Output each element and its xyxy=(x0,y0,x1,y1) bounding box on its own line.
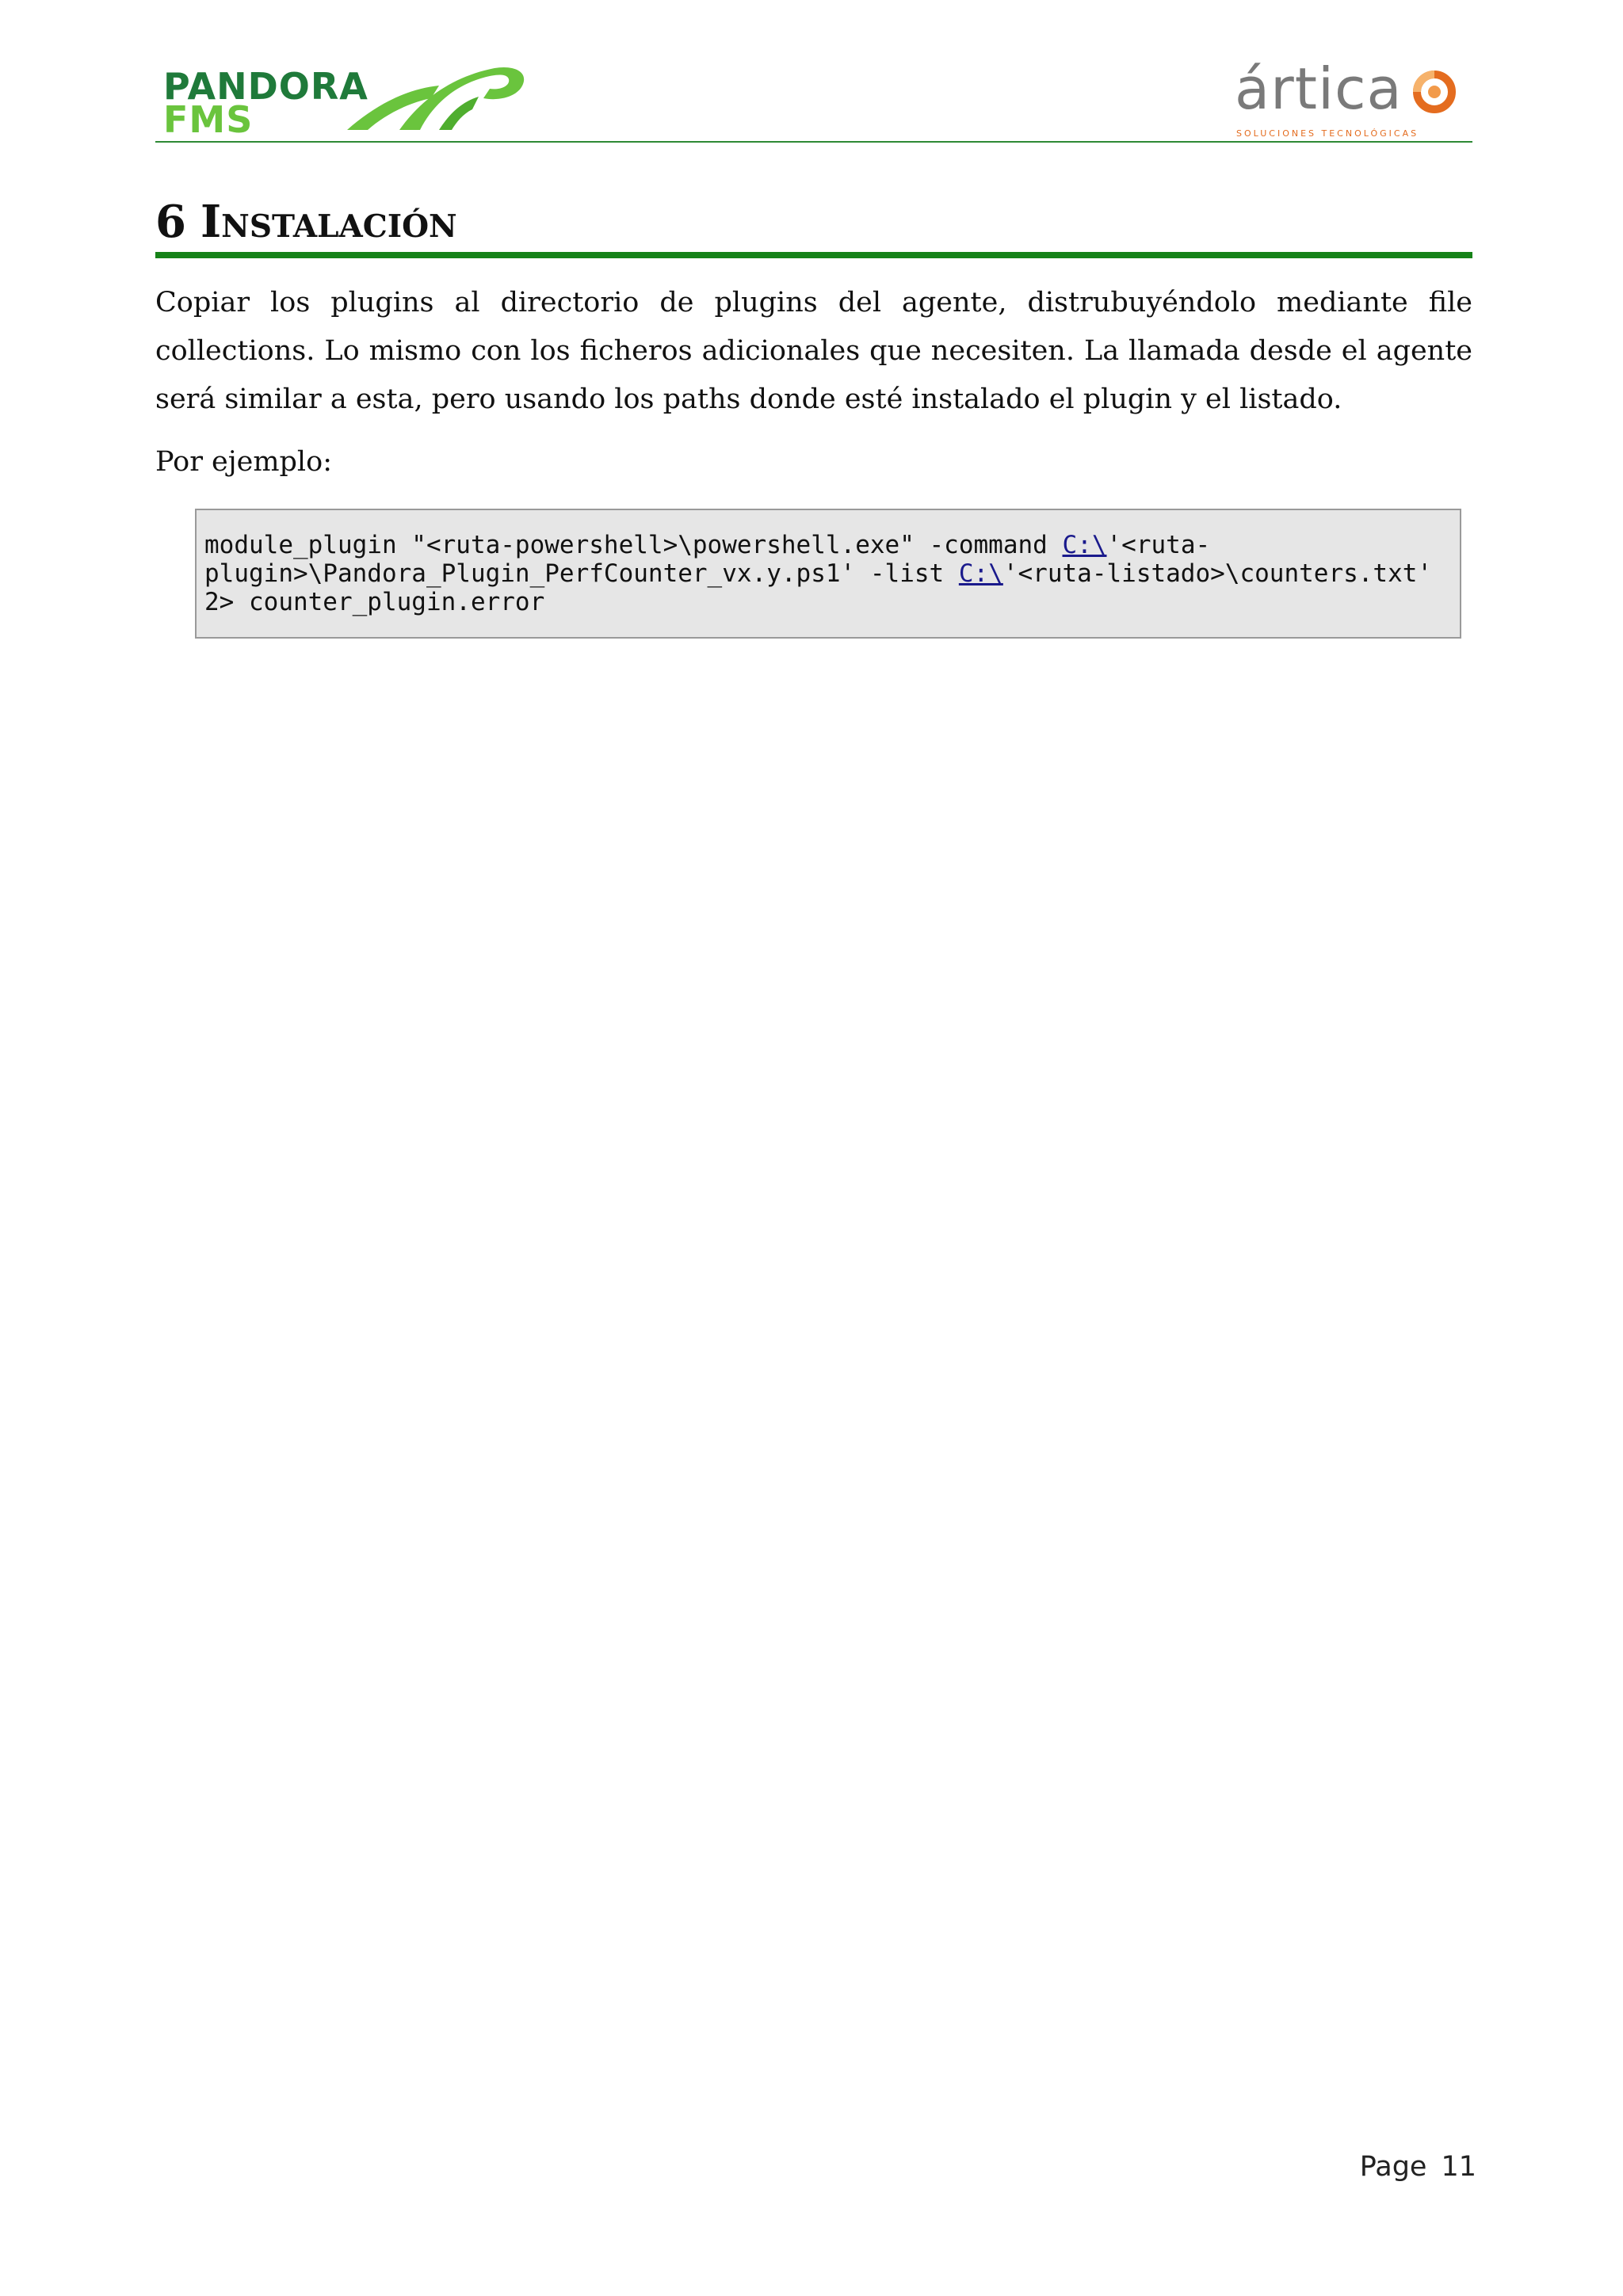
page-number: 11 xyxy=(1441,2151,1476,2183)
page-header xyxy=(155,48,1472,143)
header-divider xyxy=(155,141,1472,143)
pandora-swoosh-icon xyxy=(344,57,534,133)
code-link-c-drive[interactable]: C:\ xyxy=(1062,531,1107,559)
heading-divider xyxy=(155,252,1472,258)
pandora-fms-logo xyxy=(155,54,536,143)
section-title: Instalación xyxy=(200,196,457,248)
code-line-3: 2> counter_plugin.error xyxy=(204,588,545,616)
page-label: Page xyxy=(1359,2151,1427,2183)
artica-tagline: SOLUCIONES TECNOLÓGICAS xyxy=(1236,128,1419,139)
code-line-1: module_plugin "<ruta-powershell>\powershell.exe" -command C:\'<ruta- xyxy=(204,531,1211,559)
fms-logo-word: FMS xyxy=(163,98,254,141)
artica-logo-word: ártica xyxy=(1235,55,1403,122)
code-line-2: plugin>\Pandora_Plugin_PerfCounter_vx.y.ps1' -list C:\'<ruta-listado>\counters.txt' xyxy=(204,559,1433,588)
pandora-logo-word: PANDORA xyxy=(163,65,369,108)
body-paragraph: Copiar los plugins al directorio de plugins del agente, distrubuyéndolo mediante file collections. Lo mismo con los ficheros adicionales que necesiten. La llamada desde el agente será similar a esta, pero usando los paths donde esté instalado el plugin y el listado. xyxy=(155,287,1472,415)
code-link-c-drive[interactable]: C:\ xyxy=(958,559,1003,588)
artica-ring-icon xyxy=(1411,68,1458,116)
code-block xyxy=(195,509,1461,639)
example-intro: Por ejemplo: xyxy=(155,446,332,478)
section-number: 6 xyxy=(155,196,186,248)
artica-logo xyxy=(1235,55,1465,143)
page-footer xyxy=(1360,2151,1476,2183)
section-heading xyxy=(155,196,1472,247)
